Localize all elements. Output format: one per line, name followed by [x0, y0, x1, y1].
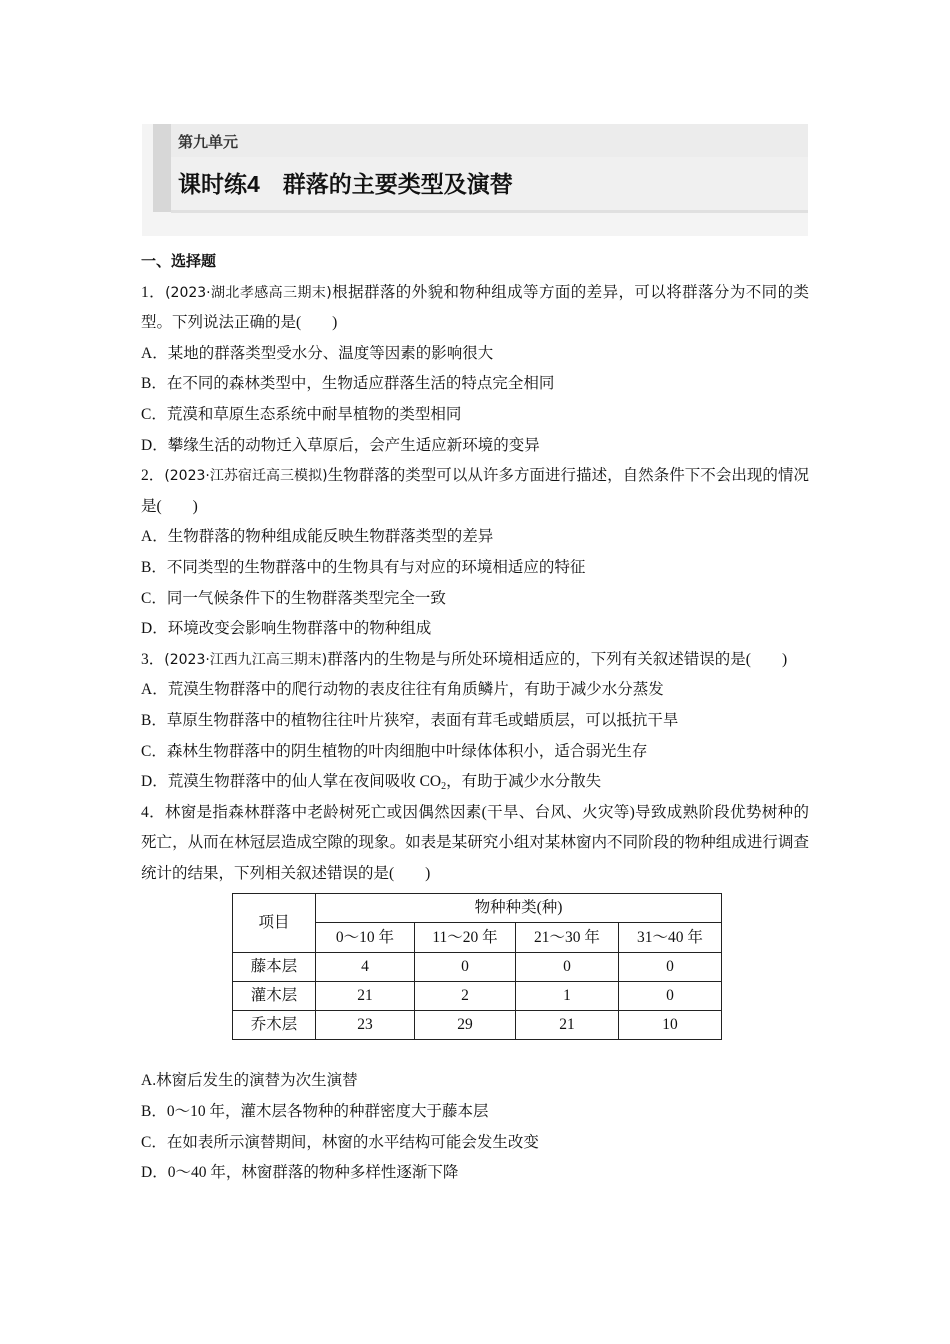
question-stem	[141, 798, 809, 890]
table-cell: 21	[316, 982, 415, 1011]
question-stem	[141, 645, 809, 676]
document-body	[141, 247, 809, 1189]
table-cell: 10	[619, 1011, 722, 1040]
table-row	[233, 953, 722, 982]
option-b[interactable]: B．在不同的森林类型中，生物适应群落生活的特点完全相同	[141, 375, 555, 393]
species-table	[232, 893, 722, 1040]
option-b[interactable]: B．不同类型的生物群落中的生物具有与对应的环境相适应的特征	[141, 558, 586, 576]
header-top-strip	[153, 124, 808, 157]
question-source: (2023·江苏宿迁高三模拟)	[164, 468, 328, 485]
table-cell: 4	[316, 953, 415, 982]
option-a[interactable]: A．某地的群落类型受水分、温度等因素的影响很大	[141, 344, 494, 362]
question-text: 林窗是指森林群落中老龄树死亡或因偶然因素(干旱、台风、火灾等)导致成熟阶段优势树种的死亡，从而在林冠层造成空隙的现象。如表是某研究小组对某林窗内不同阶段的物种组成进行调查统计的结果，下列相关叙述错误的是( )	[141, 803, 809, 882]
page-title: 课时练4 群落的主要类型及演替	[178, 171, 513, 197]
question-stem	[141, 278, 809, 339]
option-c[interactable]: C．荒漠和草原生态系统中耐旱植物的类型相同	[141, 405, 462, 423]
question-number: 2．	[141, 467, 165, 485]
option-d[interactable]: D．0～40 年，林窗群落的物种多样性逐渐下降	[141, 1164, 459, 1182]
row-label: 乔木层	[233, 1011, 316, 1040]
option-a[interactable]: A．荒漠生物群落中的爬行动物的表皮往往有角质鳞片，有助于减少水分蒸发	[141, 681, 664, 699]
row-label: 藤本层	[233, 953, 316, 982]
option-d[interactable]: D．环境改变会影响生物群落中的物种组成	[141, 620, 432, 638]
question-text: 根据群落的外貌和物种组成等方面的差异，可以将群落分为不同的类型。下列说法正确的是( )	[141, 283, 809, 332]
option-d-text: D．荒漠生物群落中的仙人掌在夜间吸收 CO	[141, 773, 442, 791]
question-text: 生物群落的类型可以从许多方面进行描述，自然条件下不会出现的情况是( )	[141, 467, 809, 515]
question-number: 3．	[141, 650, 165, 668]
question-number: 1．	[141, 283, 166, 301]
question-1	[141, 278, 809, 462]
table-cell: 1	[516, 982, 619, 1011]
table-cell: 21	[516, 1011, 619, 1040]
data-table-wrapper	[232, 893, 809, 1040]
table-group-header: 物种种类(种)	[316, 894, 722, 923]
question-source: (2023·湖北孝感高三期末)	[165, 284, 332, 301]
table-row	[233, 1011, 722, 1040]
table-cell: 0	[619, 953, 722, 982]
unit-label: 第九单元	[178, 134, 239, 151]
option-d-text-end: ，有助于减少水分散失	[446, 773, 602, 791]
table-column-header: 21～30 年	[516, 923, 619, 953]
option-a[interactable]: A.林窗后发生的演替为次生演替	[141, 1072, 358, 1090]
table-row	[233, 982, 722, 1011]
option-a[interactable]: A．生物群落的物种组成能反映生物群落类型的差异	[141, 528, 494, 546]
section-title: 一、选择题	[141, 253, 217, 270]
row-label: 灌木层	[233, 982, 316, 1011]
option-c[interactable]: C．同一气候条件下的生物群落类型完全一致	[141, 589, 446, 607]
table-cell: 2	[415, 982, 516, 1011]
option-b[interactable]: B．0～10 年，灌木层各物种的种群密度大于藤本层	[141, 1103, 489, 1121]
question-4	[141, 798, 809, 1189]
question-3	[141, 645, 809, 798]
table-corner-header: 项目	[233, 894, 316, 953]
question-4-options	[141, 1066, 809, 1188]
co2-subscript: 2	[441, 781, 447, 793]
question-number: 4．	[141, 803, 165, 821]
table-cell: 0	[415, 953, 516, 982]
option-c[interactable]: C．森林生物群落中的阴生植物的叶肉细胞中叶绿体体积小，适合弱光生存	[141, 742, 648, 760]
table-cell: 29	[415, 1011, 516, 1040]
option-b[interactable]: B．草原生物群落中的植物往往叶片狭窄，表面有茸毛或蜡质层，可以抵抗干旱	[141, 711, 679, 729]
header-accent-bar	[153, 124, 171, 212]
table-cell: 0	[619, 982, 722, 1011]
table-cell: 0	[516, 953, 619, 982]
table-column-header: 31～40 年	[619, 923, 722, 953]
table-column-header: 11～20 年	[415, 923, 516, 953]
question-2	[141, 461, 809, 645]
option-c[interactable]: C．在如表所示演替期间，林窗的水平结构可能会发生改变	[141, 1133, 539, 1151]
option-d[interactable]	[141, 767, 809, 798]
table-cell: 23	[316, 1011, 415, 1040]
question-stem	[141, 461, 809, 522]
option-d[interactable]: D．攀缘生活的动物迁入草原后，会产生适应新环境的变异	[141, 436, 540, 454]
table-column-header: 0～10 年	[316, 923, 415, 953]
question-text: 群落内的生物是与所处环境相适应的，下列有关叙述错误的是( )	[327, 650, 788, 668]
question-source: (2023·江西九江高三期末)	[164, 651, 328, 668]
